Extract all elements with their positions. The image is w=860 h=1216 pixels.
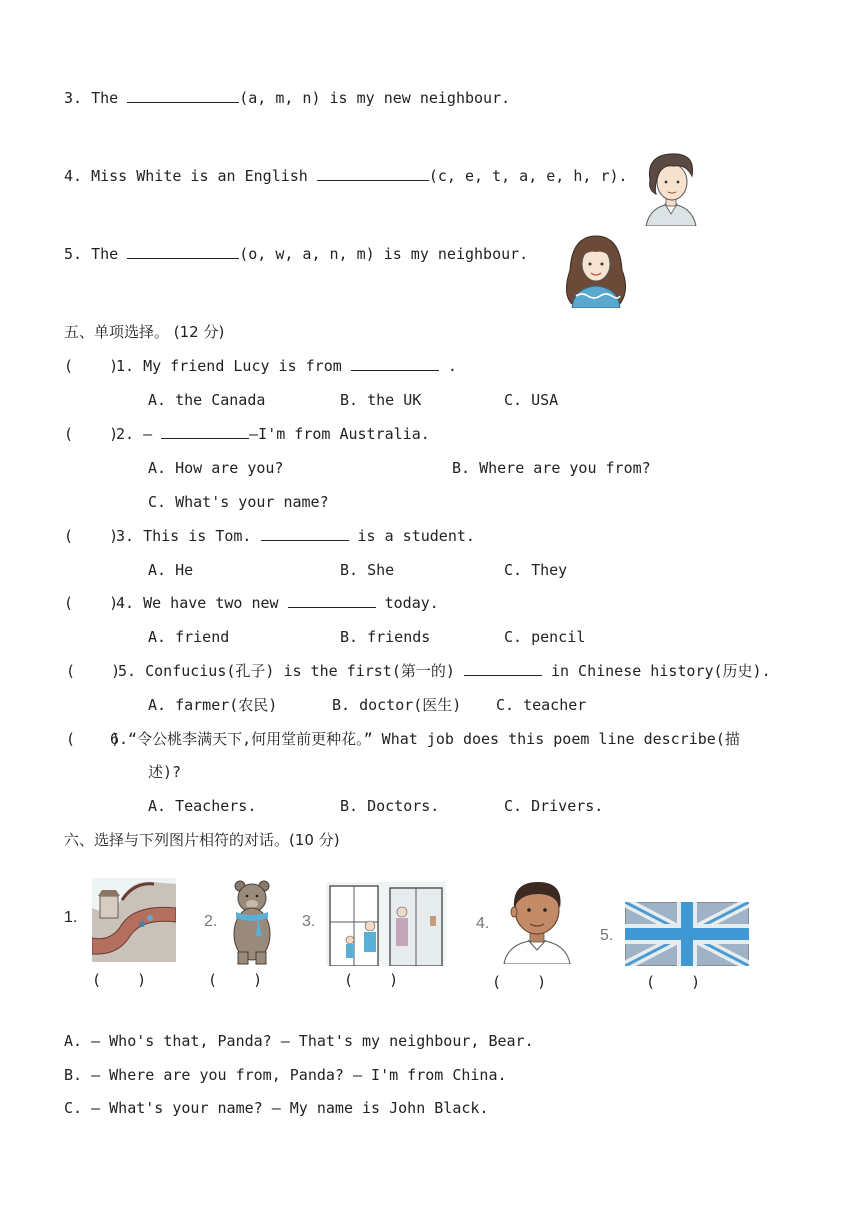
picture-answer-paren[interactable]: ( )	[344, 971, 399, 989]
option-a[interactable]: A. How are you?	[148, 459, 284, 477]
option-a[interactable]: A. friend	[148, 628, 230, 646]
answer-paren[interactable]: ( )	[66, 730, 121, 748]
question-text: —I'm from Australia.	[249, 425, 430, 443]
answer-paren[interactable]: ( )	[64, 357, 119, 375]
bear-picture	[228, 878, 276, 966]
option-c[interactable]: C. teacher	[496, 696, 587, 714]
question-5-2	[116, 424, 430, 444]
picture-answer-paren[interactable]: ( )	[92, 971, 147, 989]
question-5-4	[116, 593, 439, 613]
option-c[interactable]: C. pencil	[504, 628, 586, 646]
answer-blank[interactable]	[288, 593, 376, 608]
great-wall-picture	[92, 878, 176, 962]
option-b[interactable]: B. Doctors.	[340, 797, 440, 815]
question-text: 5. The	[64, 245, 128, 263]
answer-blank[interactable]	[127, 244, 239, 259]
answer-paren[interactable]: ( )	[66, 662, 121, 680]
question-5-3	[116, 526, 475, 546]
question-text: 5. Confucius(孔子) is the first(第一的)	[118, 662, 464, 680]
picture-number: 3.	[302, 913, 316, 930]
question-5-5	[118, 661, 771, 681]
question-text: 1. My friend Lucy is from	[116, 357, 351, 375]
question-4-5	[64, 244, 528, 264]
question-text: today.	[375, 594, 439, 612]
option-a[interactable]: A. farmer(农民)	[148, 696, 278, 714]
option-c[interactable]: C. Drivers.	[504, 797, 604, 815]
option-b[interactable]: B. friends	[340, 628, 431, 646]
picture-number: 2.	[204, 913, 218, 930]
question-text: in Chinese history(历史).	[541, 662, 771, 680]
question-text: (o, w, a, n, m) is my neighbour.	[239, 245, 529, 263]
picture-number: 4.	[476, 915, 490, 932]
dialogue-option-c: C. — What's your name? — My name is John Black.	[64, 1099, 489, 1117]
option-a[interactable]: A. the Canada	[148, 391, 266, 409]
question-text: 4. Miss White is an English	[64, 167, 317, 185]
option-b[interactable]: B. the UK	[340, 391, 422, 409]
answer-blank[interactable]	[464, 661, 542, 676]
question-text: is a student.	[348, 527, 475, 545]
question-text: 4. We have two new	[116, 594, 288, 612]
picture-number: 1.	[64, 909, 78, 926]
option-b[interactable]: B. doctor(医生)	[332, 696, 462, 714]
picture-answer-paren[interactable]: ( )	[492, 973, 547, 991]
dialogue-option-a: A. — Who's that, Panda? — That's my neighbour, Bear.	[64, 1032, 534, 1050]
boy-picture	[500, 878, 574, 964]
option-c[interactable]: C. USA	[504, 391, 559, 409]
uk-flag-picture	[625, 902, 749, 966]
question-4-4	[64, 166, 628, 186]
section-6-heading: 六、选择与下列图片相符的对话。(10 分)	[64, 831, 340, 849]
dialogue-option-b: B. — Where are you from, Panda? — I'm from China.	[64, 1066, 507, 1084]
picture-number: 5.	[600, 927, 614, 944]
question-text: 3. The	[64, 89, 128, 107]
option-b[interactable]: B. Where are you from?	[452, 459, 651, 477]
option-c[interactable]: C. What's your name?	[148, 493, 329, 511]
question-text: 3. This is Tom.	[116, 527, 261, 545]
teacher-man-picture	[640, 150, 702, 226]
question-5-6-continued: 述)?	[148, 763, 182, 781]
question-5-6: 6.“令公桃李满天下,何用堂前更种花。” What job does this poem line describe(描	[110, 730, 740, 748]
question-text: (c, e, t, a, e, h, r).	[428, 167, 628, 185]
picture-answer-paren[interactable]: ( )	[646, 973, 701, 991]
question-text: (a, m, n) is my new neighbour.	[239, 89, 511, 107]
picture-answer-paren[interactable]: ( )	[208, 971, 263, 989]
answer-blank[interactable]	[351, 356, 439, 371]
woman-picture	[562, 230, 630, 308]
answer-blank[interactable]	[161, 424, 249, 439]
neighbours-at-door-picture	[326, 882, 446, 966]
answer-blank[interactable]	[261, 526, 349, 541]
question-5-1	[116, 356, 457, 376]
option-a[interactable]: A. Teachers.	[148, 797, 257, 815]
answer-blank[interactable]	[317, 166, 429, 181]
answer-paren[interactable]: ( )	[64, 594, 119, 612]
answer-paren[interactable]: ( )	[64, 425, 119, 443]
answer-blank[interactable]	[127, 88, 239, 103]
question-4-3	[64, 88, 510, 108]
section-5-heading: 五、单项选择。 (12 分)	[64, 323, 225, 341]
option-b[interactable]: B. She	[340, 561, 395, 579]
question-text: .	[438, 357, 457, 375]
option-a[interactable]: A. He	[148, 561, 194, 579]
option-c[interactable]: C. They	[504, 561, 568, 579]
answer-paren[interactable]: ( )	[64, 527, 119, 545]
question-text: 2. —	[116, 425, 162, 443]
